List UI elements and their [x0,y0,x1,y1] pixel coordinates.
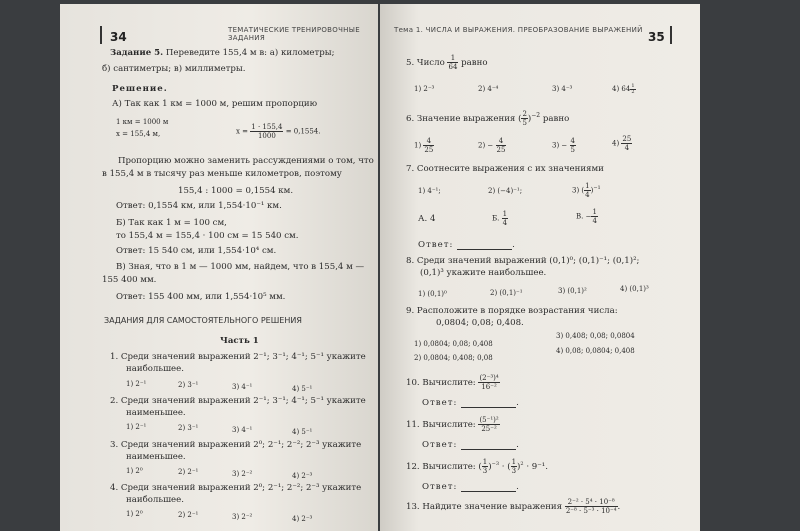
part-a: А) Так как 1 км = 1000 м, решим пропорцию [112,99,318,109]
q6-text: 6. Значение выражения ( $\frac{2}{5}$ )$^{-2}$ равно [406,110,570,127]
q10-answer-line[interactable] [461,399,516,408]
q12-answer-label: Ответ: [422,482,458,492]
q2-opt3: 3) 4⁻¹ [232,426,253,434]
q6-opt1-num: 4 [423,137,434,146]
q7-answer: Ответ: . [418,240,516,250]
q6-numerator: 2 [522,110,527,118]
equation-1: 155,4 : 1000 = 0,1554 км. [178,186,294,196]
text-a2: в 155,4 м в тысячу раз меньше километров, поэтому [102,169,342,179]
q12-frac1-den: 3 [482,467,488,475]
proportion-x: x = [236,127,249,136]
q6-opt3-frac [570,137,576,154]
q5-denominator: 64 [448,63,458,71]
q6-opt2-num: 4 [496,137,507,146]
q12-frac1-exp: −3 [491,461,499,468]
q5-opt4-base: 4) 64 [612,85,631,93]
right-page [380,4,700,531]
q12-tail: · 9⁻¹. [526,462,548,472]
q4-opt4: 4) 2⁻³ [292,515,313,523]
q9-opt4: 4) 0,08; 0,0804; 0,408 [556,347,635,355]
q8-opt1: 1) (0,1)⁰ [418,290,447,298]
page-number-right: 35 [648,30,665,44]
q10-answer: Ответ: . [422,398,520,408]
q6-opt2-label: 2) − [478,141,494,150]
q1-text: 1. Среди значений выражений 2⁻¹; 3⁻¹; 4⁻¹; 5⁻¹ укажите [110,352,366,362]
page-number-left: 34 [110,30,127,44]
q10-frac [478,374,499,391]
q8-opt4: 4) (0,1)³ [620,285,649,293]
q6-opt4-frac [621,135,632,152]
q7-val-v-den: 4 [592,217,597,225]
q1-text2: наибольшее. [126,364,184,374]
q12-label: 12. Вычислите: [406,462,476,472]
proportion-line1: 1 км = 1000 м [116,118,169,126]
q5-opt4 [612,84,636,95]
q13-end: . [617,502,621,512]
q8-text2: (0,1)³ укажите наибольшее. [420,268,547,278]
proportion-value: = 0,1554. [285,127,321,136]
q12-text: 12. Вычислите: ( $\frac{1}{3}$ )$^{-3}$ · ( $\frac{1}{3}$ )$^2$ · 9⁻¹. [406,458,548,475]
q3-opt3: 3) 2⁻² [232,470,253,478]
q7-expr3-label: 3) [572,186,580,195]
q11-num: (5⁻¹)² [479,416,499,424]
q2-text: 2. Среди значений выражений 2⁻¹; 3⁻¹; 4⁻¹; 5⁻¹ укажите [110,396,366,406]
q7-expr3-exp: −1 [593,185,601,192]
q4-opt3: 3) 2⁻² [232,513,253,521]
task5-title: Задание 5. [110,48,164,58]
q6-opt1 [414,137,434,154]
q3-opt2: 2) 2⁻¹ [178,468,199,476]
q7-val-v-frac [591,208,597,225]
q1-opt3: 3) 4⁻¹ [232,383,253,391]
text-a1: Пропорцию можно заменить рассуждениями о том, что [118,156,374,166]
q7-val-v-label: В. − [576,212,592,221]
q7-expr1: 1) 4⁻¹; [418,187,441,195]
q6-denominator: 5 [522,119,527,127]
task5-text2: б) сантиметры; в) миллиметры. [102,64,246,74]
q5-opt4-exponent [630,84,635,95]
q6-opt3-den: 5 [570,146,575,154]
q10-label: 10. Вычислите: [406,378,476,388]
q7-expr3-frac [584,182,590,199]
q5-end: равно [461,58,488,68]
q6-exponent: −2 [531,112,541,120]
q7-val-b [492,210,508,227]
task5-heading [110,48,335,58]
q1-opt4: 4) 5⁻¹ [292,385,313,393]
part-c1: В) Зная, что в 1 м — 1000 мм, найдем, что в 155,4 м — [116,262,365,272]
q12-answer-line[interactable] [461,483,516,492]
q2-opt1: 1) 2⁻¹ [126,423,147,431]
q7-expr3-num: 1 [585,182,590,190]
q5-opt1: 1) 2⁻³ [414,85,435,93]
proportion-result [236,123,321,140]
q6-opt1-den: 25 [424,146,434,154]
q9-opt3: 3) 0,408; 0,08; 0,0804 [556,332,635,340]
q13-text [406,498,620,515]
q7-answer-label: Ответ: [418,240,454,250]
q3-text: 3. Среди значений выражений 2⁰; 2⁻¹; 2⁻²; 2⁻³ укажите [110,440,362,450]
q13-frac [565,498,618,515]
q11-label: 11. Вычислите: [406,420,476,430]
q6-end: равно [542,114,570,124]
q2-text2: наименьшее. [126,408,186,418]
page-marker-bar [100,26,102,44]
q10-text [406,374,500,391]
q4-opt1: 1) 2⁰ [126,510,143,518]
q6-label: 6. Значение выражения [406,114,516,124]
q7-val-v [576,208,598,225]
q3-opt1: 1) 2⁰ [126,467,143,475]
q2-opt2: 2) 3⁻¹ [178,424,199,432]
page-marker-bar-right [670,26,672,44]
q12-frac2-num: 1 [511,458,517,466]
part-b2: то 155,4 м = 155,4 · 100 см = 15 540 см. [116,231,299,241]
q6-opt2-frac [496,137,507,154]
q7-expr3-den: 4 [585,191,590,199]
q12-frac1-num: 1 [482,458,488,466]
q5-opt2: 2) 4⁻⁴ [478,85,499,93]
q5-label: 5. Число [406,58,445,68]
book-spread [60,4,700,531]
q9-opt2: 2) 0,0804; 0,408; 0,08 [414,354,493,362]
running-header-left: ТЕМАТИЧЕСКИЕ ТРЕНИРОВОЧНЫЕ ЗАДАНИЯ [228,26,360,42]
q6-opt1-frac [423,137,434,154]
q4-opt2: 2) 2⁻¹ [178,511,199,519]
answer-a: Ответ: 0,1554 км, или 1,554·10⁻¹ км. [116,201,282,211]
q5-opt3: 3) 4⁻³ [552,85,573,93]
q6-opt3-label: 3) − [552,141,568,150]
q6-opt1-label: 1) [414,141,422,150]
q7-val-v-num: 1 [592,208,597,216]
q2-opt4: 4) 5⁻¹ [292,428,313,436]
q6-opt3 [552,137,576,154]
q3-text2: наименьшее. [126,452,186,462]
q7-expr3: 3) ( $\frac{1}{4}$ )$^{-1}$ [572,182,601,199]
proportion-fraction [250,123,283,140]
part-c2: 155 400 мм. [102,275,157,285]
part1-title: Часть 1 [220,336,259,346]
q11-answer: Ответ: . [422,440,520,450]
q6-opt4-den: 4 [624,144,630,152]
q5-text [406,54,488,71]
q9-opt1: 1) 0,0804; 0,08; 0,408 [414,340,493,348]
running-header-right: Тема 1. ЧИСЛА И ВЫРАЖЕНИЯ. ПРЕОБРАЗОВАНИЕ ВЫРАЖЕНИЙ [394,26,643,34]
proportion-denominator: 1000 [257,132,276,140]
q8-text: 8. Среди значений выражений (0,1)⁰; (0,1)⁻¹; (0,1)²; [406,256,640,266]
q4-text: 4. Среди значений выражений 2⁰; 2⁻¹; 2⁻²; 2⁻³ укажите [110,483,362,493]
q10-num: (2⁻³)⁴ [479,374,499,382]
q11-text [406,416,500,433]
q1-opt1: 1) 2⁻¹ [126,380,147,388]
q7-expr2: 2) (−4)⁻¹; [488,187,523,195]
q7-val-b-frac [502,210,508,227]
q7-answer-line[interactable] [457,241,512,250]
part-b1: Б) Так как 1 м = 100 см, [116,218,227,228]
q9-text2: 0,0804; 0,08; 0,408. [436,318,524,328]
q8-opt3: 3) (0,1)² [558,287,587,295]
q6-opt2 [478,137,506,154]
q12-frac2-exp: 2 [520,461,524,468]
q11-answer-line[interactable] [461,441,516,450]
task5-text: Переведите 155,4 м в: а) километры; [165,48,335,58]
answer-c: Ответ: 155 400 мм, или 1,554·10⁵ мм. [116,292,286,302]
q5-fraction [447,54,458,71]
q7-val-b-label: Б. [492,214,500,223]
q12-frac2 [511,458,517,475]
q6-opt4 [612,135,632,152]
section-title: ЗАДАНИЯ ДЛЯ САМОСТОЯТЕЛЬНОГО РЕШЕНИЯ [104,316,302,325]
q5-numerator: 1 [447,54,458,63]
q4-text2: наибольшее. [126,495,184,505]
q12-answer: Ответ: . [422,482,520,492]
q13-num: 2⁻² · 5⁴ · 10⁻⁸ [565,498,618,507]
q3-opt4: 4) 2⁻³ [292,472,313,480]
q11-frac [478,416,499,433]
q6-opt4-label: 4) [612,139,620,148]
q7-text: 7. Соотнесите выражения с их значениями [406,164,604,174]
q10-answer-label: Ответ: [422,398,458,408]
q1-opt2: 2) 3⁻¹ [178,381,199,389]
q6-opt2-den: 25 [496,146,506,154]
q13-den: 2⁻⁸ · 5⁻³ · 10⁻⁴ [565,507,617,515]
q8-opt2: 2) (0,1)⁻¹ [490,289,523,297]
proportion-numerator: 1 · 155,4 [251,123,283,131]
q10-den: 16⁻² [481,383,497,391]
answer-b: Ответ: 15 540 см, или 1,554·10⁴ см. [116,246,277,256]
q12-frac2-den: 3 [511,467,517,475]
q6-opt4-num: 25 [622,135,632,143]
q5-opt4-exp-num: 1 [631,83,635,89]
q7-val-b-den: 4 [502,219,508,227]
q11-answer-label: Ответ: [422,440,458,450]
q6-fraction [521,110,527,127]
q11-den: 25⁻² [481,425,497,433]
left-page [60,4,378,531]
q6-opt3-num: 4 [570,137,575,145]
q7-val-b-num: 1 [502,210,508,218]
proportion-line2: x = 155,4 м, [116,130,161,138]
q7-val-a: А. 4 [418,214,436,224]
q9-text: 9. Расположите в порядке возрастания числа: [406,306,618,316]
q5-opt4-exp-den: 2 [631,89,635,95]
q12-frac1 [482,458,488,475]
solution-label: Решение. [112,84,168,94]
q13-label: 13. Найдите значение выражения [406,502,563,512]
